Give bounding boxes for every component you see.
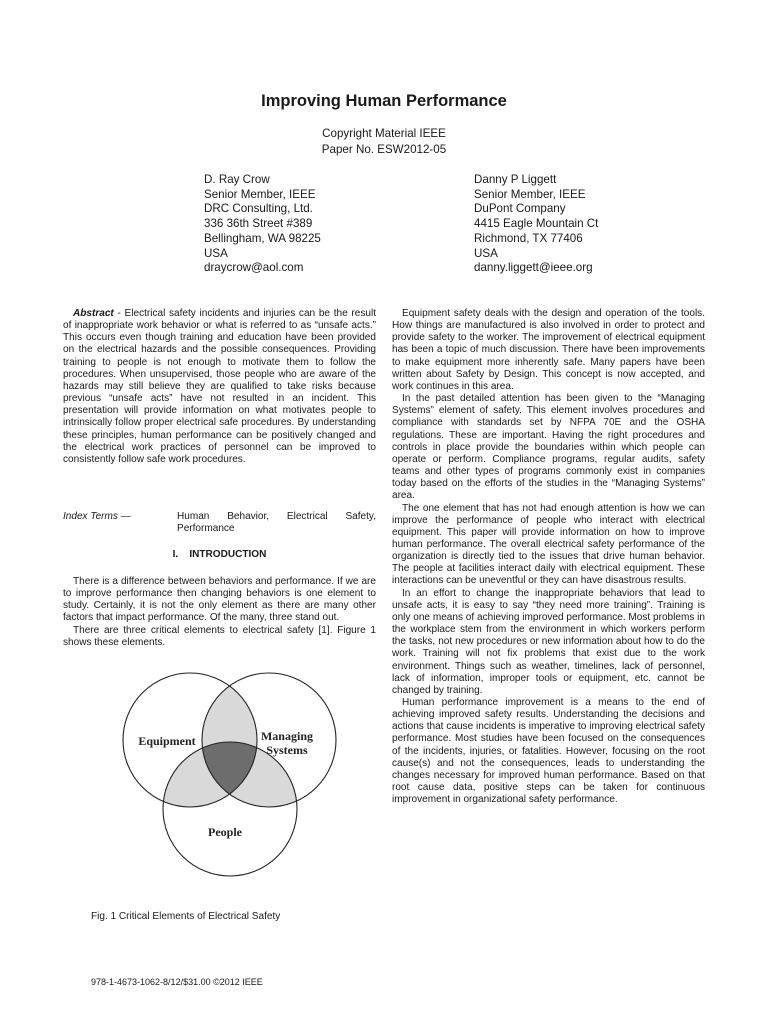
author-block-right xyxy=(474,173,598,276)
author-membership: Senior Member, IEEE xyxy=(474,187,586,201)
abstract-text: - Electrical safety incidents and injuries can be the result of inappropriate work behavior or what is referred to as “unsafe acts.” This occurs even though training and education have been provided on the electrical hazards and the possible consequences. Providing training to people is not enough to motivate them to follow the procedures. When unsupervised, those people who are aware of the hazards may still believe they are qualified to take risks because previous “unsafe acts” have not resulted in an incident. This presentation will provide information on what motivates people to intrinsically follow proper electrical safe procedures. By understanding these principles, human performance can be positively changed and the electrical work practices of personnel can be improved to consistently follow safe work procedures. xyxy=(63,308,376,465)
author-membership: Senior Member, IEEE xyxy=(204,187,316,201)
author-block-left xyxy=(204,173,321,276)
label-systems: Systems xyxy=(266,743,308,757)
right-column-text xyxy=(392,308,705,806)
author-name: D. Ray Crow xyxy=(204,173,270,186)
body-paragraph: The one element that has not had enough attention is how we can improve the performance of people who interact with electrical equipment. This paper will provide information on how to improve human performance. The overall electrical safety performance of the organization is directly tied to the issues that drive human behavior. The people at facilities interact daily with electrical equipment. These interactions can be uneventful or they can have disastrous results. xyxy=(392,502,705,587)
label-people: People xyxy=(208,825,242,839)
intro-paragraph: There are three critical elements to electrical safety [1]. Figure 1 shows these elements. xyxy=(63,624,376,648)
index-terms-text: Human Behavior, Electrical Safety, Performance xyxy=(177,511,376,535)
author-street: 4415 Eagle Mountain Ct xyxy=(474,217,599,231)
body-paragraph: In an effort to change the inappropriate behaviors that lead to unsafe acts, it is easy to say “they need more training”. Training is only one means of achieving improved performance. Most problems in the workplace stem from the environment in which workers perform the tasks, not new procedures or new information about how to do the work. Training will not fix problems that exist due to the work environment. Things such as weather, timelines, lack of personnel, lack of information, improper tools or equipment, etc. cannot be changed by training. xyxy=(392,587,705,696)
author-country: USA xyxy=(474,246,498,260)
venn-diagram xyxy=(115,672,345,902)
author-city: Richmond, TX 77406 xyxy=(474,231,583,245)
figure-caption: Fig. 1 Critical Elements of Electrical Safety xyxy=(91,911,281,922)
index-terms-label: Index Terms — xyxy=(63,511,131,522)
page-footer: 978-1-4673-1062-8/12/$31.00 ©2012 IEEE xyxy=(91,977,263,987)
body-paragraph: In the past detailed attention has been given to the “Managing Systems” element of safety. This element involves procedures and compliance with standards set by NFPA 70E and the OSHA regulations. These are important. Having the right procedures and controls in place provide the boundaries within which people can operate or perform. Compliance programs, regular audits, safety teams and other types of programs commonly exist in companies today based on the efforts of the studies in the “Managing Systems” area. xyxy=(392,393,705,502)
paper-number: Paper No. ESW2012-05 xyxy=(321,143,447,156)
label-managing: Managing xyxy=(260,729,314,743)
intro-paragraph: There is a difference between behaviors and performance. If we are to improve performance then changing behaviors is one element to study. Certainly, it is not the only element as there are many other factors that impact performance. Of the many, three stand out. xyxy=(63,576,376,624)
body-paragraph: Equipment safety deals with the design and operation of the tools. How things are manufactured is also involved in order to protect and provide safety to the worker. The improvement of electrical equipment has been a topic of much discussion. There have been improvements to make equipment more inherently safe. Many papers have been written about Safety by Design. This concept is now accepted, and work continues in this area. xyxy=(392,308,705,392)
paper-title: Improving Human Performance xyxy=(261,92,507,110)
section-number: I. xyxy=(172,549,179,560)
section-heading xyxy=(63,549,376,560)
author-email: danny.liggett@ieee.org xyxy=(474,261,593,275)
abstract-label: Abstract xyxy=(73,308,114,319)
author-company: DRC Consulting, Ltd. xyxy=(204,202,313,216)
author-company: DuPont Company xyxy=(474,202,566,216)
abstract xyxy=(63,308,376,466)
author-country: USA xyxy=(204,246,228,260)
section-title: INTRODUCTION xyxy=(189,549,267,560)
author-email: draycrow@aol.com xyxy=(204,261,304,275)
body-paragraph: Human performance improvement is a means to the end of achieving improved safety results. Understanding the decisions and actions that cause incidents is imperative to improving electrical safety performance. Most studies have been focused on the consequences of the incidents, injuries, or fatalities. However, focusing on the root cause(s) and not the consequences, leads to understanding the changes necessary for improved human performance. Based on that root cause data, positive steps can be taken for continuous improvement in organizational safety performance. xyxy=(392,697,705,806)
author-street: 336 36th Street #389 xyxy=(204,217,313,231)
label-equipment: Equipment xyxy=(138,734,196,748)
author-city: Bellingham, WA 98225 xyxy=(204,231,321,245)
author-name: Danny P Liggett xyxy=(474,173,557,186)
copyright-line: Copyright Material IEEE xyxy=(322,127,446,140)
intro-text xyxy=(63,576,376,649)
